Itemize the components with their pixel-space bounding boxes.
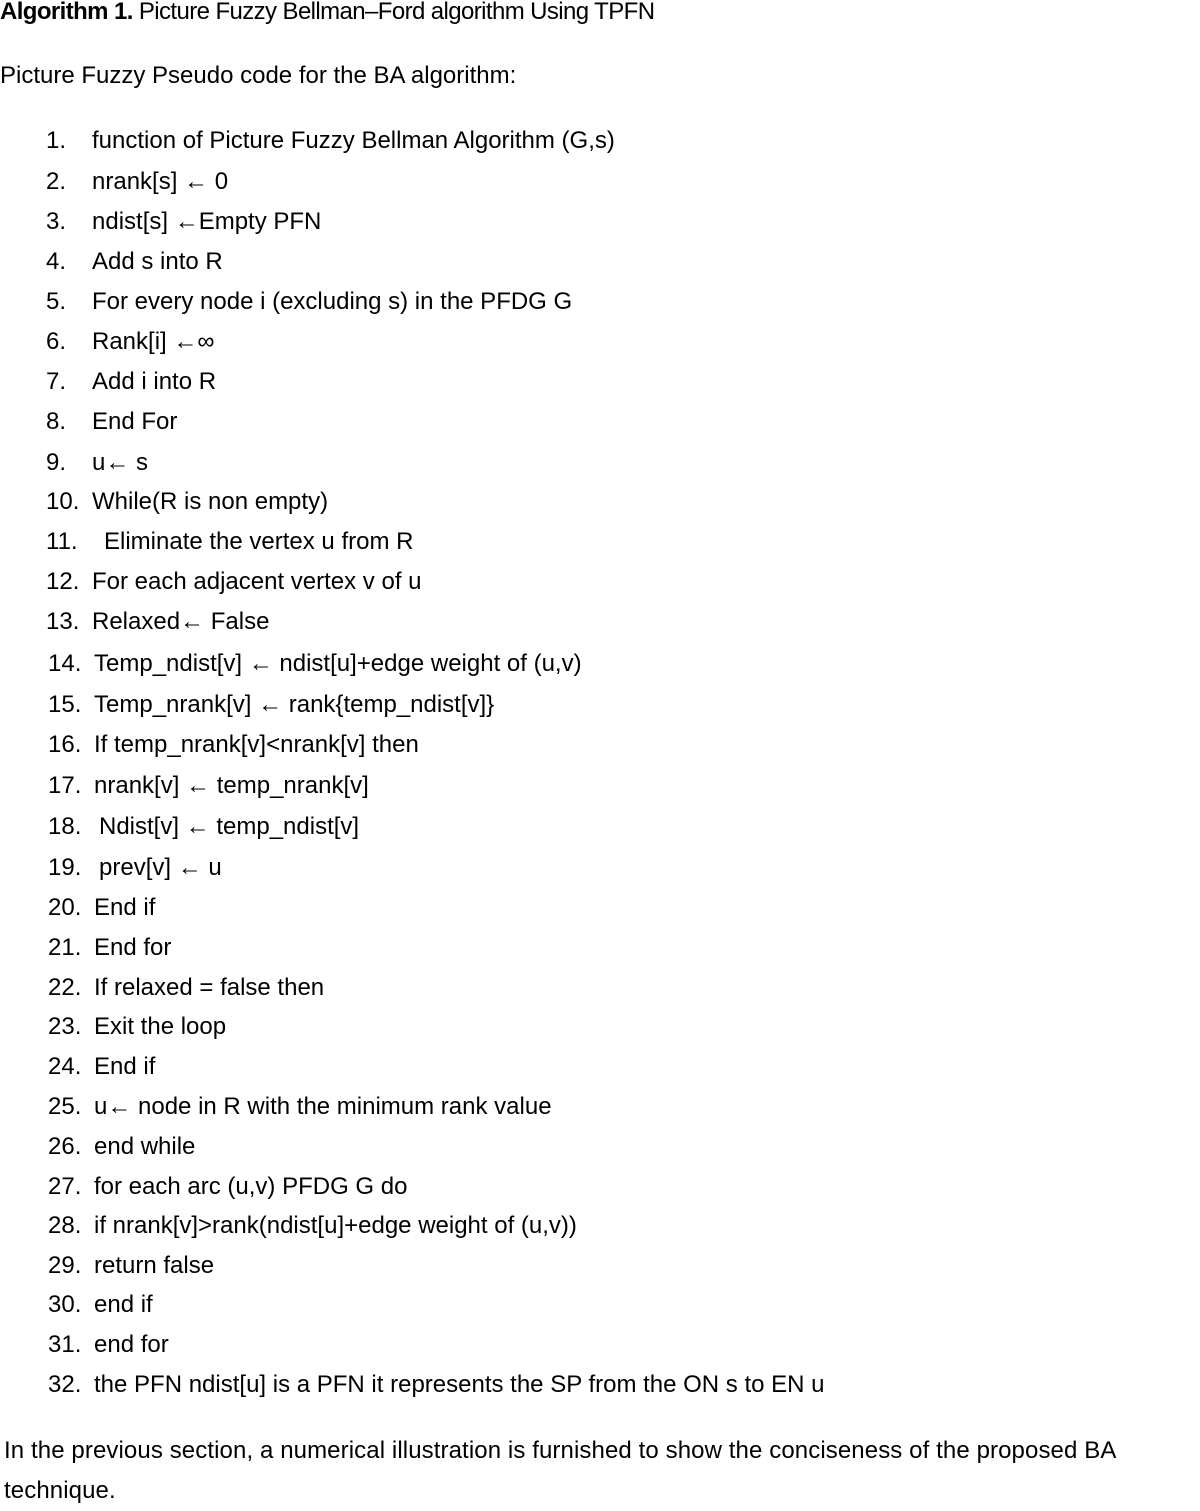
line-code: ndist[s] ←Empty PFN xyxy=(92,208,322,235)
line-code: Temp_ndist[v] ← ndist[u]+edge weight of (u,v) xyxy=(94,650,582,677)
line-code: end if xyxy=(94,1291,153,1318)
line-number: 25. xyxy=(48,1093,82,1120)
line-number: 4. xyxy=(46,248,67,275)
line-code: function of Picture Fuzzy Bellman Algorithm (G,s) xyxy=(92,127,615,154)
algorithm-label: Algorithm 1. xyxy=(0,0,133,25)
line-number: 18. xyxy=(48,813,82,840)
line-code: Add i into R xyxy=(92,368,217,395)
line-number: 1. xyxy=(46,127,67,154)
line-number: 30. xyxy=(48,1291,82,1318)
line-code: Rank[i] ←∞ xyxy=(92,328,215,355)
line-number: 12. xyxy=(46,568,80,595)
algorithm-heading xyxy=(0,0,654,26)
line-number: 7. xyxy=(46,368,67,395)
line-code: u← s xyxy=(92,449,149,476)
line-number: 2. xyxy=(46,168,67,195)
line-number: 31. xyxy=(48,1331,82,1358)
pseudo-code-intro: Picture Fuzzy Pseudo code for the BA algorithm: xyxy=(0,62,517,89)
line-number: 16. xyxy=(48,731,82,758)
line-code: End for xyxy=(94,934,172,961)
line-code: If relaxed = false then xyxy=(94,974,325,1001)
line-code: Eliminate the vertex u from R xyxy=(104,528,414,555)
line-code: For each adjacent vertex v of u xyxy=(92,568,422,595)
line-number: 26. xyxy=(48,1133,82,1160)
line-number: 11. xyxy=(46,528,78,555)
line-code: Relaxed← False xyxy=(92,608,270,635)
line-code: return false xyxy=(94,1252,215,1279)
line-number: 27. xyxy=(48,1173,82,1200)
line-code: Ndist[v] ← temp_ndist[v] xyxy=(99,813,360,840)
line-number: 6. xyxy=(46,328,67,355)
line-code: Temp_nrank[v] ← rank{temp_ndist[v]} xyxy=(94,691,495,718)
line-number: 32. xyxy=(48,1371,82,1398)
algorithm-title: Picture Fuzzy Bellman–Ford algorithm Using TPFN xyxy=(138,0,655,25)
line-number: 24. xyxy=(48,1053,82,1080)
line-number: 20. xyxy=(48,894,82,921)
line-number: 21. xyxy=(48,934,82,961)
line-number: 13. xyxy=(46,608,80,635)
line-code: nrank[v] ← temp_nrank[v] xyxy=(94,772,369,799)
line-code: end for xyxy=(94,1331,169,1358)
line-code: prev[v] ← u xyxy=(99,854,222,881)
line-code: Exit the loop xyxy=(94,1013,227,1040)
line-number: 17. xyxy=(48,772,82,799)
line-code: If temp_nrank[v]<nrank[v] then xyxy=(94,731,419,758)
line-number: 3. xyxy=(46,208,67,235)
line-number: 5. xyxy=(46,288,67,315)
line-code: if nrank[v]>rank(ndist[u]+edge weight of (u,v)) xyxy=(94,1212,577,1239)
body-paragraph: In the previous section, a numerical illustration is furnished to show the conciseness of the proposed BA technique. xyxy=(4,1437,1116,1504)
line-code: For every node i (excluding s) in the PFDG G xyxy=(92,288,573,315)
line-number: 22. xyxy=(48,974,82,1001)
line-code: End if xyxy=(94,894,156,921)
line-number: 14. xyxy=(48,650,82,677)
line-code: for each arc (u,v) PFDG G do xyxy=(94,1173,408,1200)
line-number: 8. xyxy=(46,408,67,435)
line-number: 19. xyxy=(48,854,82,881)
line-number: 15. xyxy=(48,691,82,718)
line-code: End if xyxy=(94,1053,156,1080)
line-number: 10. xyxy=(46,488,80,515)
line-number: 28. xyxy=(48,1212,82,1239)
line-number: 9. xyxy=(46,449,67,476)
line-code: the PFN ndist[u] is a PFN it represents the SP from the ON s to EN u xyxy=(94,1371,825,1398)
line-code: u← node in R with the minimum rank value xyxy=(94,1093,552,1120)
line-code: nrank[s] ← 0 xyxy=(92,168,229,195)
line-code: While(R is non empty) xyxy=(92,488,329,515)
line-code: Add s into R xyxy=(92,248,223,275)
line-code: end while xyxy=(94,1133,196,1160)
line-code: End For xyxy=(92,408,178,435)
line-number: 29. xyxy=(48,1252,82,1279)
line-number: 23. xyxy=(48,1013,82,1040)
